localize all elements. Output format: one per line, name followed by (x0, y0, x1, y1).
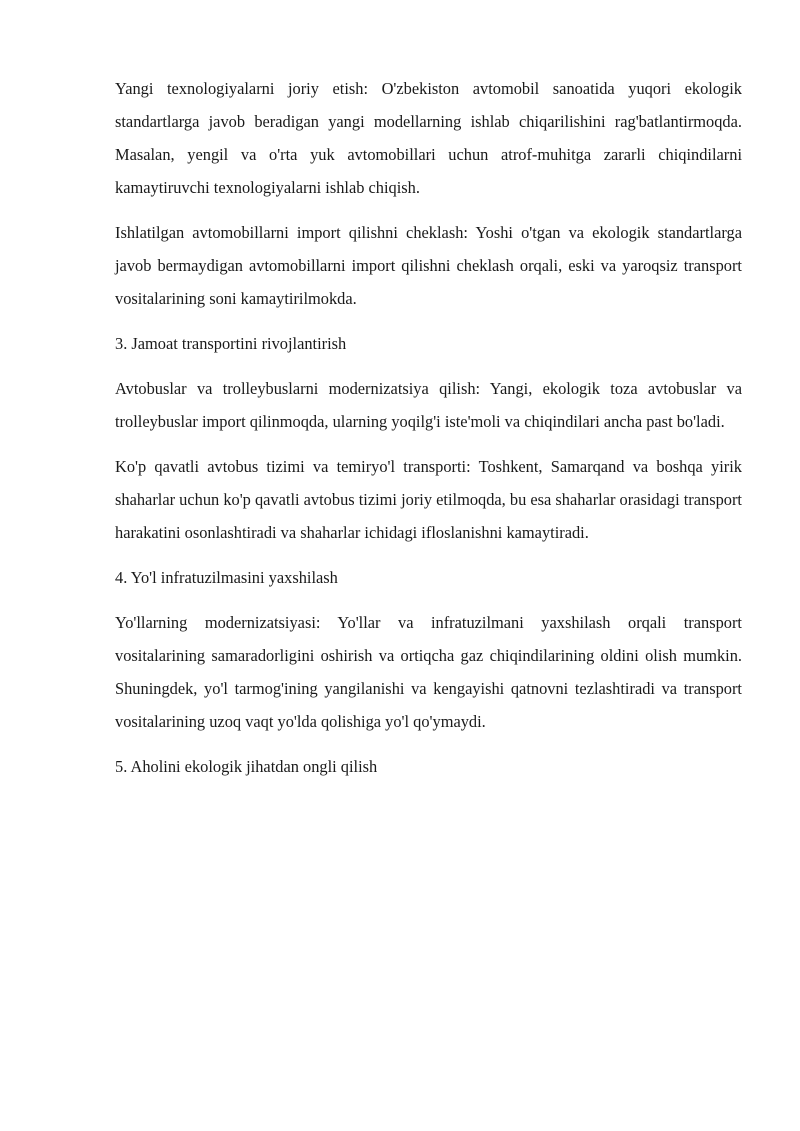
paragraph-bus-rail-system: Ko'p qavatli avtobus tizimi va temiryo'l transporti: Toshkent, Samarqand va boshqa yirik shaharlar uchun ko'p qavatli avtobus tizimi joriy etilmoqda, bu esa shaharlar orasidagi transport harakatini osonlashtiradi va shaharlar ichidagi ifloslanishni kamaytiradi. (115, 457, 742, 542)
section-heading-public-transport: 3. Jamoat transportini rivojlantirish (115, 334, 347, 353)
document-body (115, 72, 742, 795)
section-heading-ecological-awareness: 5. Aholini ekologik jihatdan ongli qilish (115, 757, 378, 776)
paragraph-road-modernization: Yo'llarning modernizatsiyasi: Yo'llar va infratuzilmani yaxshilash orqali transport vositalarining samaradorligini oshirish va ortiqcha gaz chiqindilarining oldini olish mumkin. Shuningdek, yo'l tarmog'ining yangilanishi va kengayishi qatnovni tezlashtiradi va transport vositalarining uzoq vaqt yo'lda qolishiga yo'l qo'ymaydi. (115, 613, 742, 731)
paragraph-import-restriction: Ishlatilgan avtomobillarni import qilishni cheklash: Yoshi o'tgan va ekologik standartlarga javob bermaydigan avtomobillarni import qilishni cheklash orqali, eski va yaroqsiz transport vositalarining soni kamaytirilmokda. (115, 223, 742, 308)
paragraph-bus-modernization: Avtobuslar va trolleybuslarni modernizatsiya qilish: Yangi, ekologik toza avtobuslar va trolleybuslar import qilinmoqda, ularning yoqilg'i iste'moli va chiqindilari ancha past bo'ladi. (115, 379, 742, 431)
paragraph-new-technologies: Yangi texnologiyalarni joriy etish: O'zbekiston avtomobil sanoatida yuqori ekologik standartlarga javob beradigan yangi modellarning ishlab chiqarilishini rag'batlantirmoqda. Masalan, yengil va o'rta yuk avtomobillari uchun atrof-muhitga zararli chiqindilarni kamaytiruvchi texnologiyalarni ishlab chiqish. (115, 79, 742, 197)
section-heading-road-infrastructure: 4. Yo'l infratuzilmasini yaxshilash (115, 568, 338, 587)
